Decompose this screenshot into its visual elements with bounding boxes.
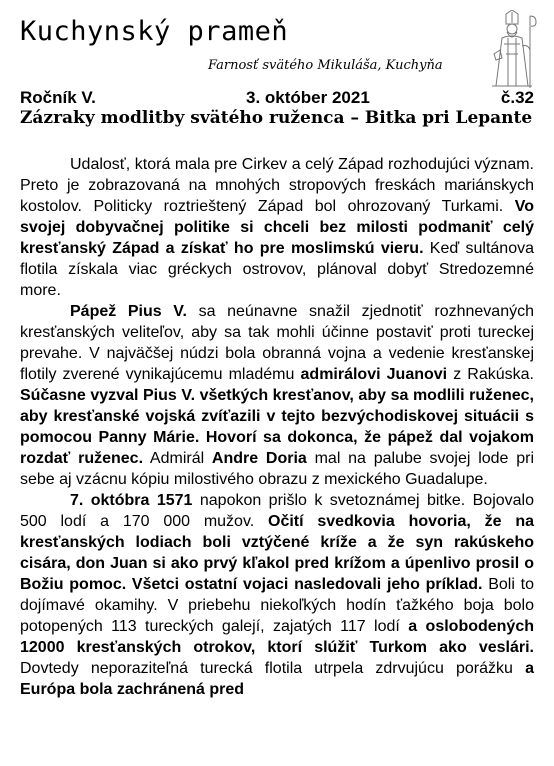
text-run: Boli to dojímavé okamihy. V priebehu niekoľkých hodín ťažkého boja bolo potopených 113 tureckých galejí, zajatých 117 lodí (20, 576, 534, 635)
issue-number: č.32 (500, 88, 534, 107)
masthead (20, 16, 534, 86)
text-run: Admirál (143, 450, 212, 467)
article-paragraph-3 (20, 490, 534, 700)
article-headline: Zázraky modlitby svätého ruženca – Bitka pri Lepante (20, 108, 533, 128)
text-run: z Rakúska. (447, 366, 535, 383)
article-paragraph-1 (20, 154, 534, 301)
issue-info-bar (20, 88, 534, 110)
bold-text-run: a oslobodených 12000 kresťanských otrokov, ktorí slúžiť Turkom ako veslári. (20, 618, 535, 656)
bold-text-run: Očití svedkovia hovoria, že na kresťanských lodiach boli vztýčené kríže a že syn rakúskeho cisára, don Juan si ako prvý kľakol pred krížom a úpenlivo prosil o Božiu pomoc. Všetci ostatní vojaci nasledovali jeho príklad. (20, 513, 534, 593)
text-run: mal na palube svojej lode pri sebe aj vzácnu kópiu milostivého obrazu z mexického Guadalupe. (20, 450, 535, 488)
volume-label: Ročník V. (20, 88, 96, 107)
text-run: Udalosť, ktorá mala pre Cirkev a celý Západ rozhodujúci význam. Preto je zobrazovaná na mnohých stropových freskách mariánskych kostolov. Politicky roztrieštený Západ bol ohrozovaný Turkami. (20, 156, 534, 215)
text-run: sa neúnavne snažil zjednotiť rozhnevaných kresťanských veliteľov, aby sa tak mohli účinne postaviť proti tureckej prevahe. V najväčšej núdzi bola obranná vojna a vedenie kresťanskej flotily zverené vynikajúcemu mladému (20, 303, 534, 383)
bold-text-run: Andre Doria (211, 450, 307, 467)
bold-text-run: admirálovi Juanovi (300, 366, 448, 383)
text-run: Keď sultánova flotila získala viac gréckych ostrovov, plánoval dobyť Stredozemné more. (20, 240, 534, 299)
text-run: napokon prišlo k svetoznámej bitke. Bojovalo 500 lodí a 170 000 mužov. (20, 492, 535, 530)
parish-subtitle: Farnosť svätého Mikuláša, Kuchyňa (208, 58, 443, 73)
bold-text-run: Pápež Pius V. (70, 303, 187, 320)
article-body (20, 154, 534, 700)
issue-date: 3. október 2021 (246, 88, 370, 107)
bold-text-run: Súčasne vyzval Pius V. všetkých kresťanov, aby sa modlili ruženec, aby kresťanské vojská zvíťazili v tejto bezvýchodiskovej situácii s pomocou Panny Márie. Hovorí sa dokonca, že pápež dal vojakom rozdať ruženec. (20, 387, 534, 467)
article-paragraph-2 (20, 301, 534, 490)
bold-text-run: 7. októbra 1571 (70, 492, 193, 509)
saint-nicholas-bishop-icon (486, 10, 538, 92)
bold-text-run: Vo svojej dobyvačnej politike si chceli bez milosti podmaniť celý kresťanský Západ a získať ho pre moslimskú vieru. (20, 198, 534, 257)
bold-text-run: a Európa bola zachránená pred (20, 660, 534, 698)
text-run: Dovtedy neporaziteľná turecká flotila utrpela zdrvujúcu porážku (20, 660, 526, 677)
newsletter-title: Kuchynský prameň (20, 16, 289, 47)
